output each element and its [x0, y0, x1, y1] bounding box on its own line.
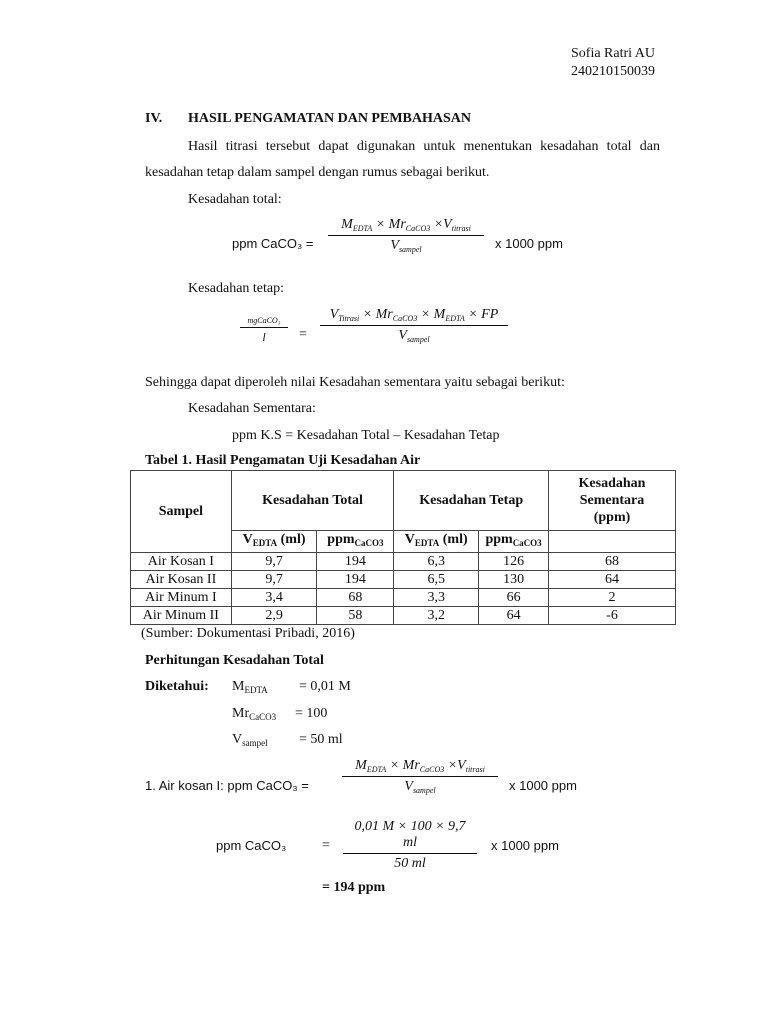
- paragraph-line-1: Hasil titrasi tersebut dapat digunakan untuk menentukan kesadahan total dan: [188, 139, 660, 154]
- sementara-label: Kesadahan Sementara:: [188, 401, 316, 416]
- section-title: HASIL PENGAMATAN DAN PEMBAHASAN: [188, 111, 471, 126]
- subheader-ppm-total: ppm$_{CaCO3}$: [317, 531, 394, 553]
- header-tetap: Kesadahan Tetap: [394, 471, 549, 531]
- calc-equals-2: =: [322, 838, 330, 853]
- calc-item-1: 1. Air kosan I: ppm CaCO₃ =: [145, 778, 309, 793]
- total-numerator: $M_{EDTA} \times Mr_{CaCO3} \times V_{titrasi}$: [328, 217, 484, 236]
- cell-v-total: 9,7: [231, 553, 317, 571]
- total-lhs: ppm CaCO₃ =: [232, 236, 314, 251]
- calc-numerator-1: $M_{EDTA} \times Mr_{CaCO3} \times V_{titrasi}$: [342, 758, 498, 777]
- cell-sampel: Air Kosan II: [131, 571, 232, 589]
- cell-ppm-tetap: 66: [479, 589, 549, 607]
- cell-ppm-total: 68: [317, 589, 394, 607]
- table-row: [131, 553, 676, 571]
- tetap-numerator: $V_{Titrasi} \times Mr_{CaCO3} \times M_{EDTA}$ × FP: [320, 307, 508, 326]
- calc-result: = 194 ppm: [322, 880, 386, 895]
- table-header-row: [131, 471, 676, 531]
- tetap-lhs-den: l: [262, 330, 266, 344]
- tetap-lhs-num: mgCaCO₃: [240, 316, 288, 328]
- subheader-v-total: $V_{EDTA}$ (ml): [231, 531, 317, 553]
- cell-sampel: Air Kosan I: [131, 553, 232, 571]
- subheader-empty: [549, 531, 676, 553]
- perhitungan-title: Perhitungan Kesadahan Total: [145, 653, 324, 668]
- cell-ppm-total: 194: [317, 553, 394, 571]
- cell-sementara: -6: [549, 607, 676, 625]
- subheader-v-tetap: $V_{EDTA}$ (ml): [394, 531, 479, 553]
- cell-ppm-total: 194: [317, 571, 394, 589]
- cell-sementara: 64: [549, 571, 676, 589]
- table-caption: Tabel 1. Hasil Pengamatan Uji Kesadahan Air: [145, 453, 421, 468]
- tetap-label: Kesadahan tetap:: [188, 281, 285, 296]
- given-m-value: = 0,01 M: [299, 679, 351, 694]
- tetap-denominator: $V_{sampel}$: [398, 328, 430, 344]
- total-label: Kesadahan total:: [188, 192, 282, 207]
- given-v-value: = 50 ml: [299, 732, 343, 747]
- author-name: Sofia Ratri AU: [571, 46, 655, 61]
- cell-v-tetap: 6,3: [394, 553, 479, 571]
- header-total: Kesadahan Total: [231, 471, 394, 531]
- cell-v-total: 3,4: [231, 589, 317, 607]
- given-mr-value: = 100: [295, 706, 328, 721]
- calc-numerator-2: 0,01 M × 100 × 9,7 ml: [343, 819, 477, 854]
- tetap-equals: =: [299, 327, 307, 342]
- total-fraction: [328, 217, 484, 254]
- cell-sementara: 68: [549, 553, 676, 571]
- cell-sampel: Air Minum I: [131, 589, 232, 607]
- table-row: [131, 589, 676, 607]
- diketahui-label: Diketahui:: [145, 679, 209, 694]
- calc-fraction-2: [343, 819, 477, 872]
- paragraph-line-2: kesadahan tetap dalam sampel dengan rumus sebagai berikut.: [145, 165, 490, 180]
- student-id: 240210150039: [571, 64, 655, 79]
- results-table: [130, 470, 676, 625]
- header-sementara: Kesadahan Sementara (ppm): [549, 471, 676, 531]
- cell-v-tetap: 3,2: [394, 607, 479, 625]
- given-m: $M_{EDTA}$: [232, 679, 268, 695]
- cell-ppm-tetap: 130: [479, 571, 549, 589]
- sementara-formula: ppm K.S = Kesadahan Total – Kesadahan Tetap: [232, 428, 500, 443]
- subheader-ppm-tetap: ppm$_{CaCO3}$: [479, 531, 549, 553]
- cell-v-total: 2,9: [231, 607, 317, 625]
- cell-sampel: Air Minum II: [131, 607, 232, 625]
- tetap-lhs-fraction: [240, 316, 288, 345]
- tetap-fraction: [320, 307, 508, 344]
- sementara-intro: Sehingga dapat diperoleh nilai Kesadahan sementara yaitu sebagai berikut:: [145, 375, 565, 390]
- cell-v-tetap: 3,3: [394, 589, 479, 607]
- cell-sementara: 2: [549, 589, 676, 607]
- cell-v-total: 9,7: [231, 571, 317, 589]
- calc-suffix-2: x 1000 ppm: [491, 838, 559, 853]
- header-sampel: Sampel: [131, 471, 232, 553]
- cell-ppm-total: 58: [317, 607, 394, 625]
- table-row: [131, 571, 676, 589]
- cell-v-tetap: 6,5: [394, 571, 479, 589]
- table-row: [131, 607, 676, 625]
- total-denominator: $V_{sampel}$: [390, 238, 422, 254]
- calc-lhs-2: ppm CaCO₃: [216, 838, 287, 853]
- section-number: IV.: [145, 111, 163, 126]
- calc-denominator-2: 50 ml: [394, 856, 426, 871]
- given-v: $V_{sampel}$: [232, 732, 268, 748]
- cell-ppm-tetap: 64: [479, 607, 549, 625]
- calc-fraction-1: [342, 758, 498, 795]
- given-mr: $Mr_{CaCO3}$: [232, 706, 277, 722]
- calc-suffix-1: x 1000 ppm: [509, 778, 577, 793]
- table-source: (Sumber: Dokumentasi Pribadi, 2016): [141, 626, 355, 641]
- total-suffix: x 1000 ppm: [495, 236, 563, 251]
- cell-ppm-tetap: 126: [479, 553, 549, 571]
- calc-denominator-1: $V_{sampel}$: [404, 779, 436, 795]
